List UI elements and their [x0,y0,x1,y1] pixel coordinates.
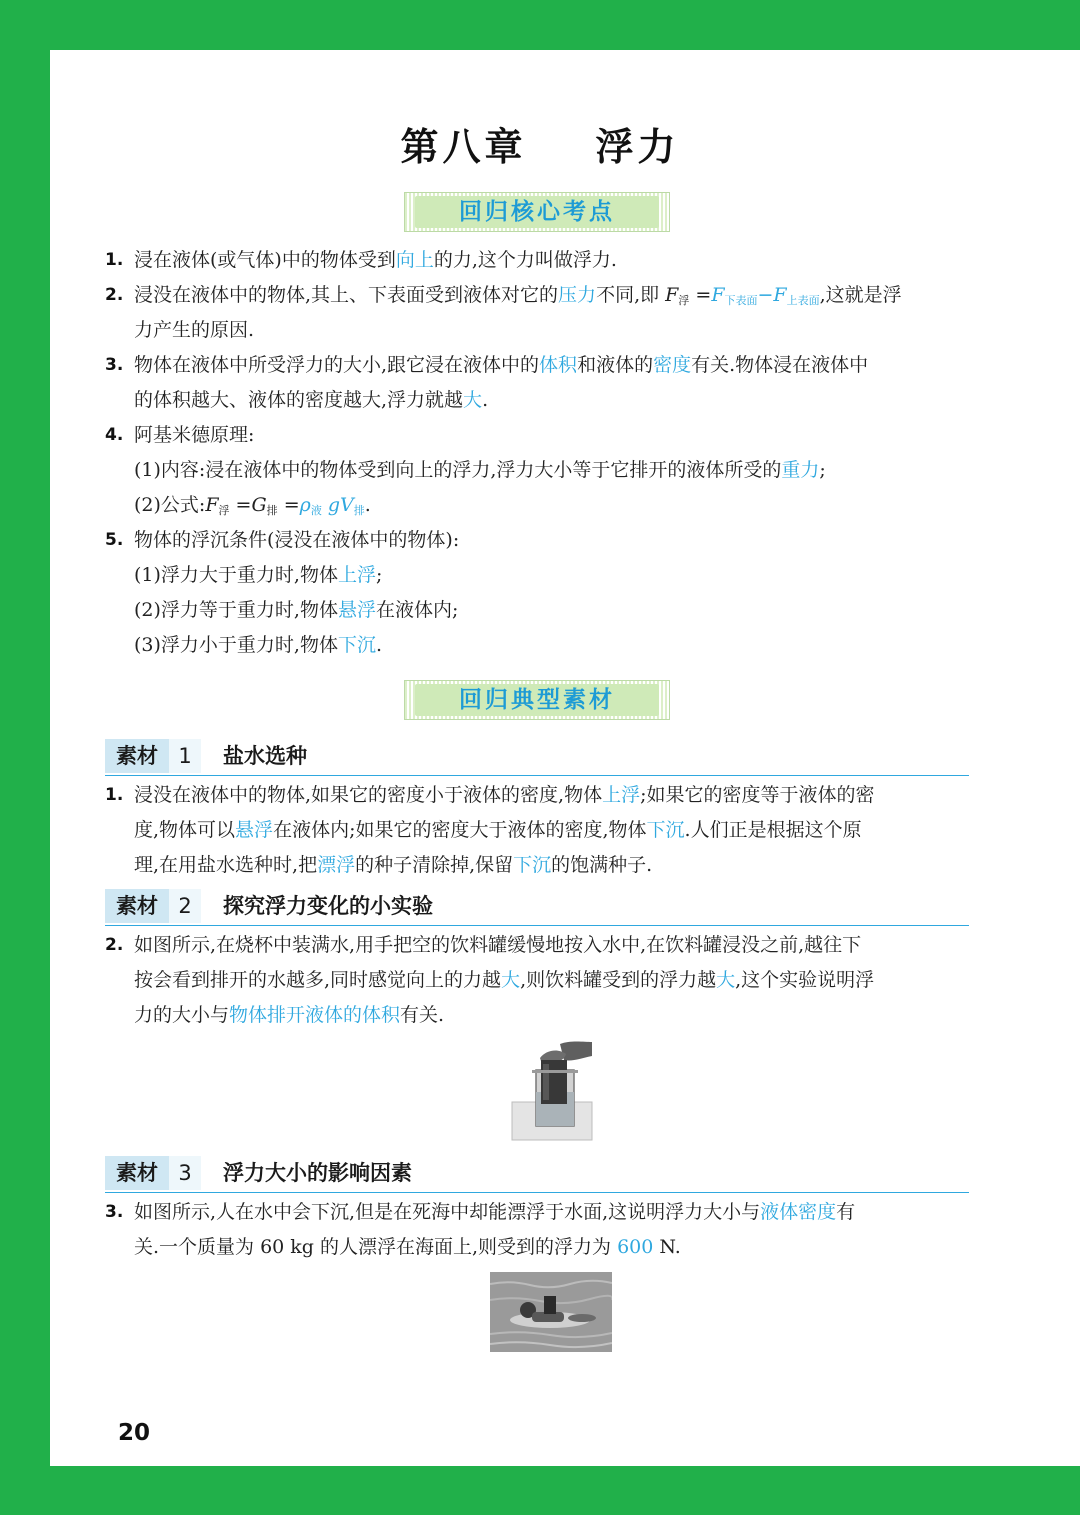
text: 按会看到排开的水越多,同时感觉向上的力越 [134,969,502,991]
answer-subscript: 液 [310,504,322,517]
answer-subscript: 上表面 [786,294,820,307]
core-item-1 [134,243,617,278]
text: 度,物体可以 [134,819,236,841]
core-item-5-sub-1 [134,558,382,593]
answer: 大 [501,969,521,991]
chapter-title: 第八章 浮力 [400,125,680,169]
formula-symbol: F [665,284,679,306]
answer: 下沉 [646,819,685,841]
answer: 600 [617,1236,654,1258]
material-number: 3 [169,1156,201,1190]
material-title: 盐水选种 [223,744,307,768]
answer-subscript: 排 [353,504,365,517]
beaker-can-photo [510,1040,594,1142]
formula-subscript: 浮 [218,504,230,517]
answer-operator: − [757,284,774,306]
text: 的种子清除掉,保留 [355,854,514,876]
text: 有 [836,1201,856,1223]
answer-symbol: ρ [299,494,311,516]
text: 有关. [400,1004,445,1026]
item-number: 1. [105,250,124,270]
answer: 下沉 [513,854,552,876]
text: .人们正是根据这个原 [684,819,862,841]
text: 的体积越大、液体的密度越大,浮力就越 [134,389,464,411]
text: ,则饮料罐受到的浮力越 [520,969,717,991]
answer: 漂浮 [317,854,356,876]
text: . [364,494,371,516]
text: 浸没在液体中的物体,如果它的密度小于液体的密度,物体 [134,784,603,806]
text: (1)内容:浸在液体中的物体受到向上的浮力,浮力大小等于它排开的液体所受的 [134,459,782,481]
answer: 悬浮 [337,599,376,621]
text: ,这就是浮 [819,284,902,306]
item-number: 2. [105,935,124,955]
answer: 物体排开液体的体积 [229,1004,401,1026]
text: (3)浮力小于重力时,物体 [134,634,338,656]
text: ; [375,564,383,586]
material-title: 探究浮力变化的小实验 [223,894,433,918]
material-header-1 [105,739,969,776]
core-item-3-line-1 [134,348,868,383]
core-item-4-sub-2 [134,488,371,528]
text: 不同,即 [596,284,666,306]
answer: 下沉 [337,634,376,656]
material-header-3 [105,1156,969,1193]
text: ; [819,459,826,481]
answer: 上浮 [337,564,376,586]
answer: 大 [716,969,736,991]
text: . [482,389,489,411]
answer-symbol: F [711,284,725,306]
material-2-line-1: 如图所示,在烧杯中装满水,用手把空的饮料罐缓慢地按入水中,在饮料罐浸没之前,越往下 [134,934,862,956]
formula-subscript: 浮 [678,294,690,307]
section-banner-core [404,192,670,232]
text: 的力,这个力叫做浮力. [433,249,617,271]
answer-symbol: F [773,284,787,306]
material-label: 素材 [105,739,169,773]
core-item-4: 阿基米德原理: [134,424,255,446]
text: . [375,634,383,656]
core-item-2-line-2: 力产生的原因. [134,319,255,341]
dead-sea-float-photo [490,1272,612,1352]
formula-text: = [277,494,300,516]
text: (1)浮力大于重力时,物体 [134,564,338,586]
formula-symbol: G [251,494,267,516]
text: ;如果它的密度等于液体的密 [640,784,875,806]
text: (2)浮力等于重力时,物体 [134,599,338,621]
answer: 密度 [653,354,692,376]
material-label: 素材 [105,889,169,923]
answer: 向上 [395,249,434,271]
core-item-5-sub-2 [134,593,458,628]
item-number: 2. [105,285,124,305]
text: N. [653,1236,681,1258]
text: (2)公式: [134,494,206,516]
formula-symbol: F [205,494,219,516]
answer: 悬浮 [235,819,274,841]
answer: 上浮 [602,784,641,806]
material-title: 浮力大小的影响因素 [223,1161,412,1185]
answer: 大 [463,389,483,411]
item-number: 3. [105,1202,124,1222]
text: 和液体的 [577,354,654,376]
material-3-line-1 [134,1195,855,1230]
text: ,这个实验说明浮 [735,969,875,991]
answer: 重力 [781,459,820,481]
core-item-3-line-2 [134,383,488,418]
text: 如图所示,人在水中会下沉,但是在死海中却能漂浮于水面,这说明浮力大小与 [134,1201,761,1223]
text: 在液体内;如果它的密度大于液体的密度,物体 [273,819,647,841]
text: 关.一个质量为 60 kg 的人漂浮在海面上,则受到的浮力为 [134,1236,618,1258]
text: 的饱满种子. [551,854,653,876]
material-1-line-3 [134,848,652,883]
text: 理,在用盐水选种时,把 [134,854,318,876]
section-title-core: 回归核心考点 [415,196,659,228]
material-number: 2 [169,889,201,923]
formula-text: = [229,494,252,516]
material-2-line-2 [134,963,874,998]
page [50,50,1080,1466]
text: 力的大小与 [134,1004,230,1026]
material-2-line-3 [134,998,444,1033]
text: 浸没在液体中的物体,其上、下表面受到液体对它的 [134,284,559,306]
page-number: 20 [118,1420,151,1446]
item-number: 4. [105,425,124,445]
answer-symbol: gV [321,494,354,516]
material-number: 1 [169,739,201,773]
item-number: 5. [105,530,124,550]
item-number: 3. [105,355,124,375]
material-label: 素材 [105,1156,169,1190]
section-banner-materials [404,680,670,720]
text: 浸在液体(或气体)中的物体受到 [134,249,396,271]
material-1-line-2 [134,813,862,848]
material-header-2 [105,889,969,926]
answer: 体积 [539,354,578,376]
item-number: 1. [105,785,124,805]
core-item-4-sub-1 [134,453,826,488]
text: 物体在液体中所受浮力的大小,跟它浸在液体中的 [134,354,540,376]
material-1-line-1 [134,778,875,813]
core-item-5-sub-3 [134,628,382,663]
text: 有关.物体浸在液体中 [691,354,869,376]
answer-subscript: 下表面 [724,294,758,307]
material-3-line-2 [134,1230,681,1265]
core-item-5: 物体的浮沉条件(浸没在液体中的物体): [134,529,460,551]
answer: 压力 [558,284,597,306]
formula-subscript: 排 [266,504,278,517]
answer: 液体密度 [760,1201,837,1223]
section-title-materials: 回归典型素材 [415,684,659,716]
core-item-2-line-1 [134,278,902,318]
formula-text: = [689,284,712,306]
text: 在液体内; [375,599,459,621]
